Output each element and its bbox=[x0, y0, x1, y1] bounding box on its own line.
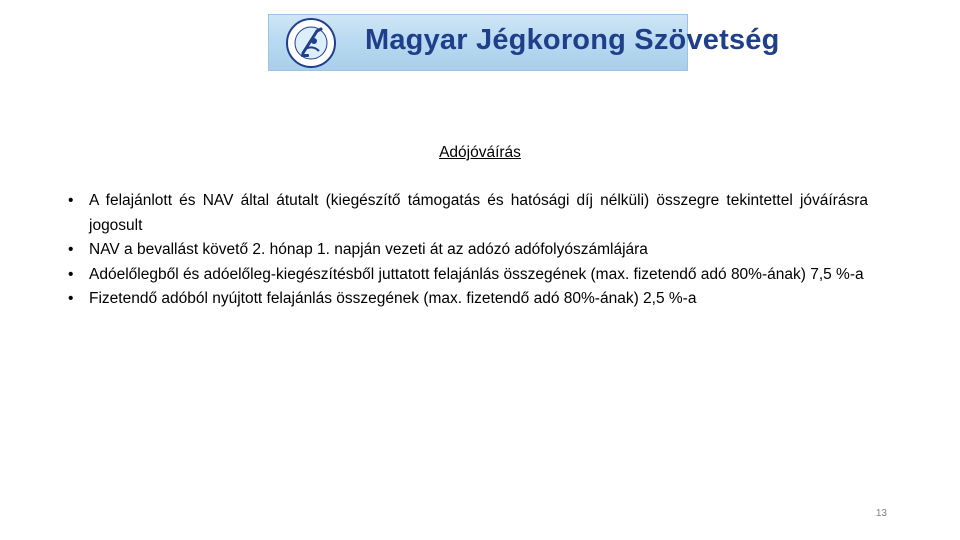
bullet-glyph: • bbox=[68, 265, 74, 283]
bullet-list bbox=[68, 189, 868, 312]
bullet-item bbox=[68, 263, 868, 288]
slide-heading: Adójóváírás bbox=[439, 144, 521, 161]
bullet-glyph: • bbox=[68, 241, 74, 258]
bullet-text: Adóelőlegből és adóelőleg-kiegészítésből juttatott felajánlás összegének (max. fizetendő adó 80%-ának) 7,5 %-a bbox=[89, 265, 864, 283]
page-number: 13 bbox=[875, 508, 887, 519]
bullet-item bbox=[68, 238, 868, 263]
bullet-text: NAV a bevallást követő 2. hónap 1. napján vezeti át az adózó adófolyószámlájára bbox=[89, 241, 648, 258]
bullet-item bbox=[68, 287, 868, 312]
bullet-glyph: • bbox=[68, 290, 74, 307]
bullet-text: Fizetendő adóból nyújtott felajánlás összegének (max. fizetendő adó 80%-ának) 2,5 %-a bbox=[89, 290, 697, 307]
bullet-item bbox=[68, 189, 868, 238]
bullet-text: A felajánlott és NAV által átutalt (kiegészítő támogatás és hatósági díj nélküli) összegre tekintettel jóváírásra jogosult bbox=[89, 192, 868, 234]
hockey-logo-icon bbox=[283, 17, 339, 70]
bullet-glyph: • bbox=[68, 192, 74, 209]
federation-banner bbox=[268, 14, 780, 71]
banner-title: Magyar Jégkorong Szövetség bbox=[365, 24, 780, 56]
